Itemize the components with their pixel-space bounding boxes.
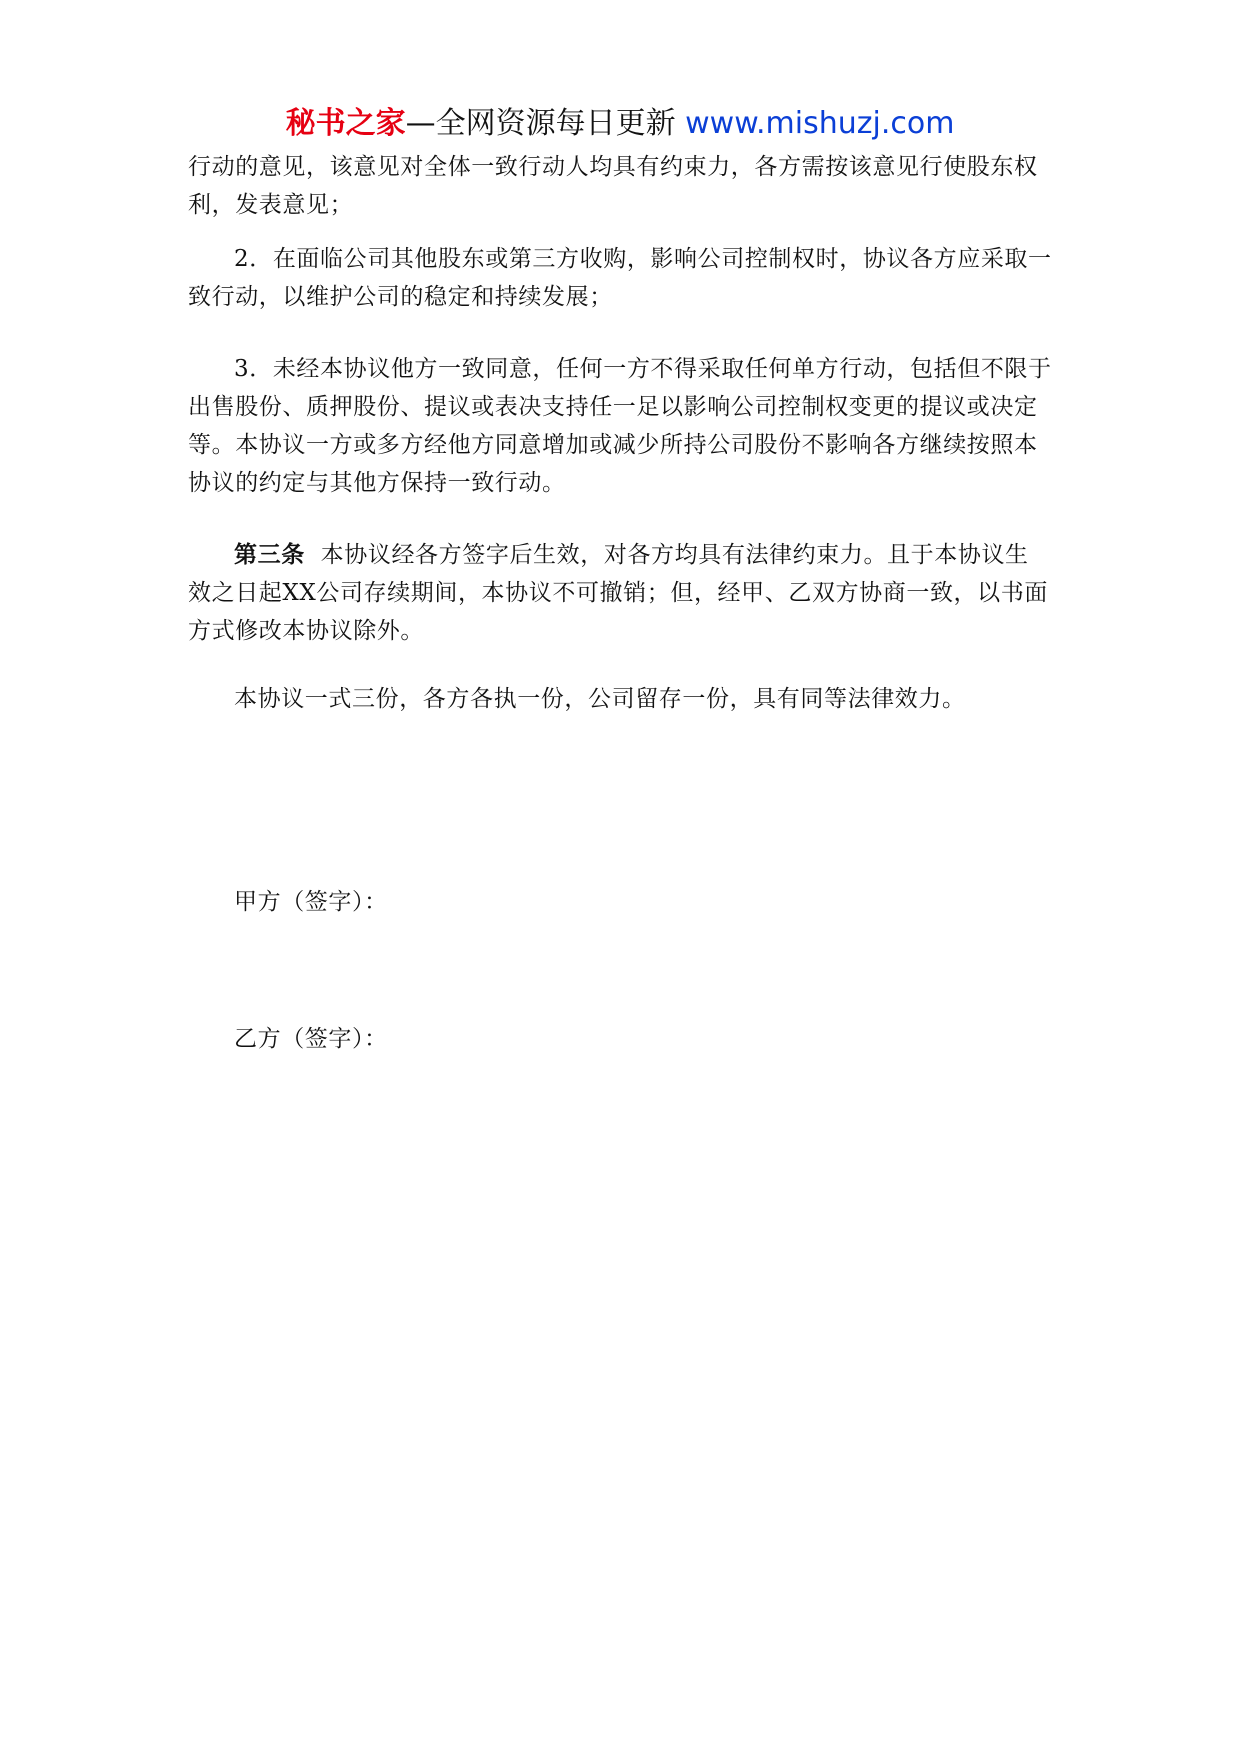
article-3-text: 本协议经各方签字后生效，对各方均具有法律约束力。且于本协议生效之日起XX公司存续期间，本协议不可撤销；但，经甲、乙双方协商一致，以书面方式修改本协议除外。 — [188, 542, 1048, 644]
party-a-signature: 甲方（签字）： — [234, 889, 388, 915]
clause-2: 2．在面临公司其他股东或第三方收购，影响公司控制权时，协议各方应采取一致行动，以维护公司的稳定和持续发展； — [188, 246, 1052, 310]
party-b-signature: 乙方（签字）： — [234, 1026, 388, 1052]
article-3-label: 第三条 — [234, 541, 305, 568]
paragraph-continuation: 行动的意见，该意见对全体一致行动人均具有约束力，各方需按该意见行使股东权利，发表意见； — [188, 154, 1038, 218]
brand-name: 秘书之家 — [285, 106, 406, 141]
copies-clause: 本协议一式三份，各方各执一份，公司留存一份，具有同等法律效力。 — [234, 686, 966, 712]
article-3 — [188, 536, 1052, 650]
site-url[interactable]: www.mishuzj.com — [685, 106, 955, 141]
watermark-header — [0, 104, 1240, 144]
clause-3: 3．未经本协议他方一致同意，任何一方不得采取任何单方行动，包括但不限于出售股份、质押股份、提议或表决支持任一足以影响公司控制权变更的提议或决定等。本协议一方或多方经他方同意增加或减少所持公司股份不影响各方继续按照本协议的约定与其他方保持一致行动。 — [188, 356, 1052, 496]
header-tagline: —全网资源每日更新 — [405, 106, 676, 141]
